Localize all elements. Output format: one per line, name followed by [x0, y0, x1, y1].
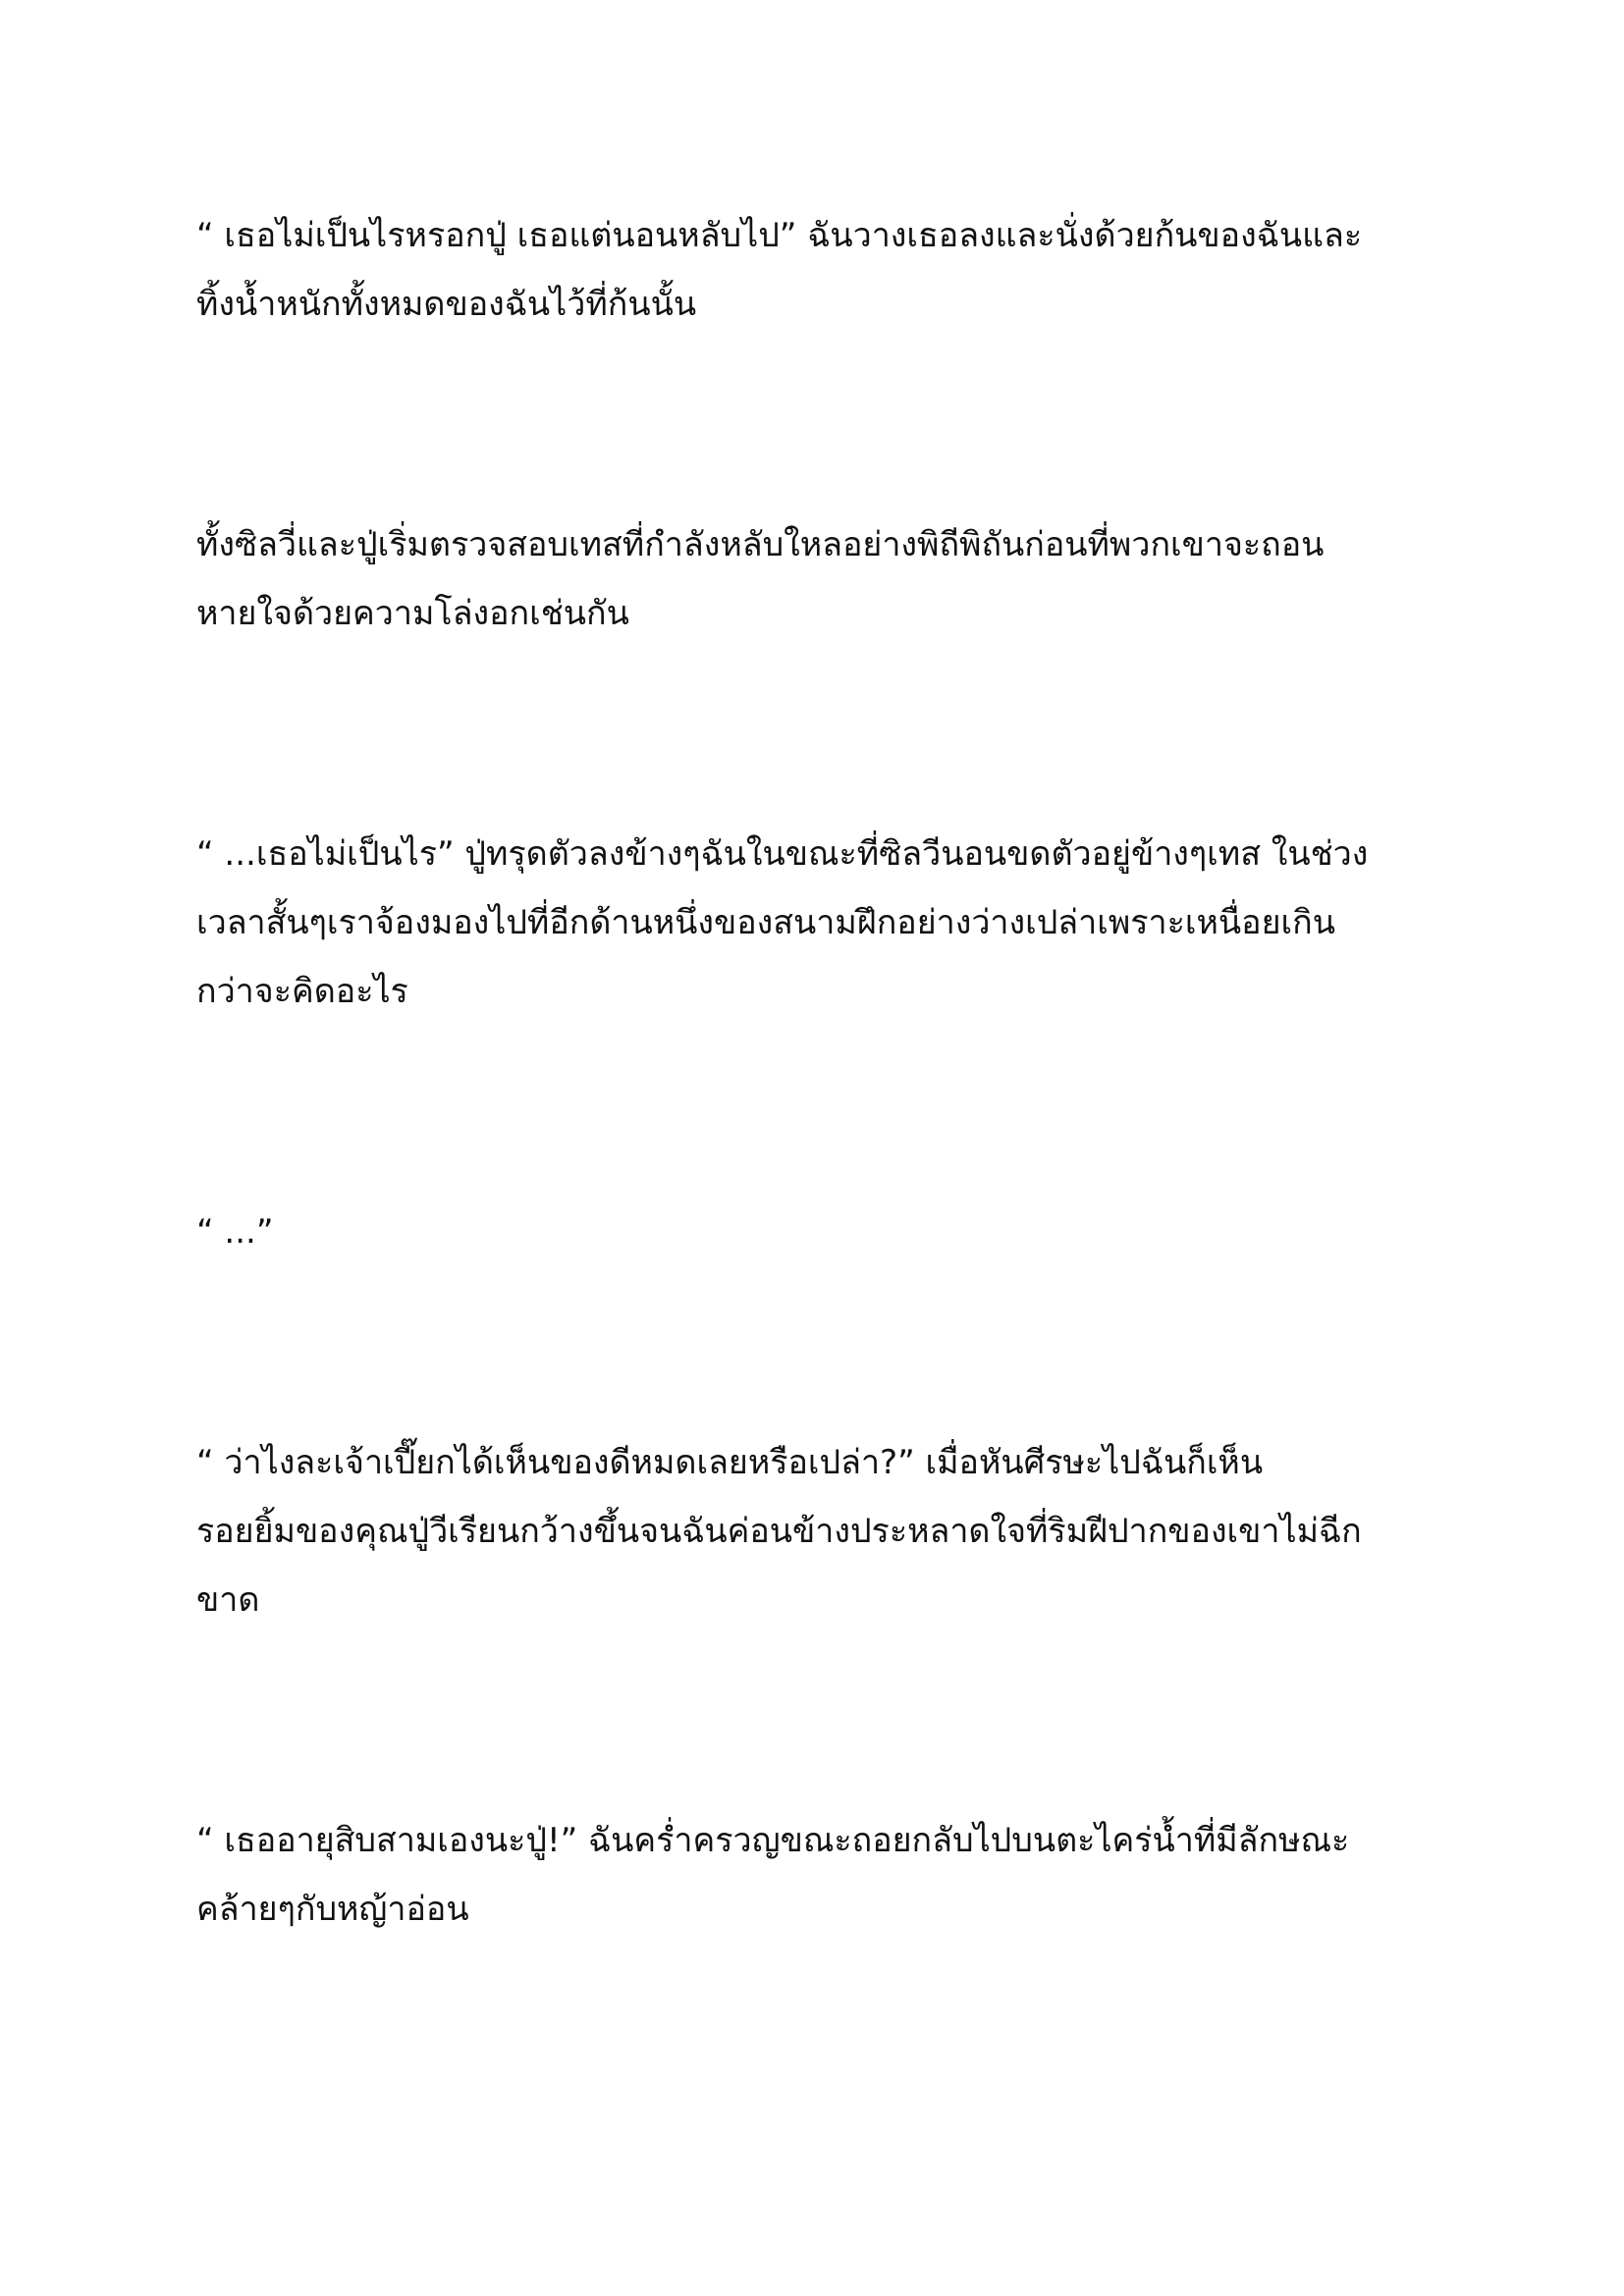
- paragraph-5: “ ว่าไงละเจ้าเปี๊ยกได้เห็นของดีหมดเลยหรือเปล่า?” เมื่อหันศีรษะไปฉันก็เห็น รอยยิ้มของคุณปู่วีเรียนกว้างขึ้นจนฉันค่อนข้างประหลาดใจที่ริมฝีปากของเขาไม่ฉีก ขาด: [196, 1443, 1362, 1620]
- paragraph-6: “ เธออายุสิบสามเองนะปู่!” ฉันคร่ำครวญขณะถอยกลับไปบนตะไคร่น้ำที่มีลักษณะ คล้ายๆกับหญ้าอ่อน: [196, 1821, 1350, 1929]
- paragraph-1: “ เธอไม่เป็นไรหรอกปู่ เธอแต่นอนหลับไป” ฉันวางเธอลงและนั่งด้วยก้นของฉันและ ทิ้งน้ำหนักทั้งหมดของฉันไว้ที่ก้นนั้น: [196, 216, 1363, 324]
- paragraph-2: ทั้งซิลวี่และปู่เริ่มตรวจสอบเทสที่กำลังหลับใหลอย่างพิถีพิถันก่อนที่พวกเขาจะถอน หายใจด้วยความโล่งอกเช่นกัน: [196, 525, 1325, 633]
- paragraph-3: “ ...เธอไม่เป็นไร” ปู่ทรุดตัวลงข้างๆฉันในขณะที่ซิลวีนอนขดตัวอยู่ข้างๆเทส ในช่วง เวลาสั้นๆเราจ้องมองไปที่อีกด้านหนึ่งของสนามฝึกอย่างว่างเปล่าเพราะเหนื่อยเกิน กว่าจะคิดอะไร: [196, 834, 1369, 1011]
- paragraph-4: “ ...”: [196, 1212, 274, 1252]
